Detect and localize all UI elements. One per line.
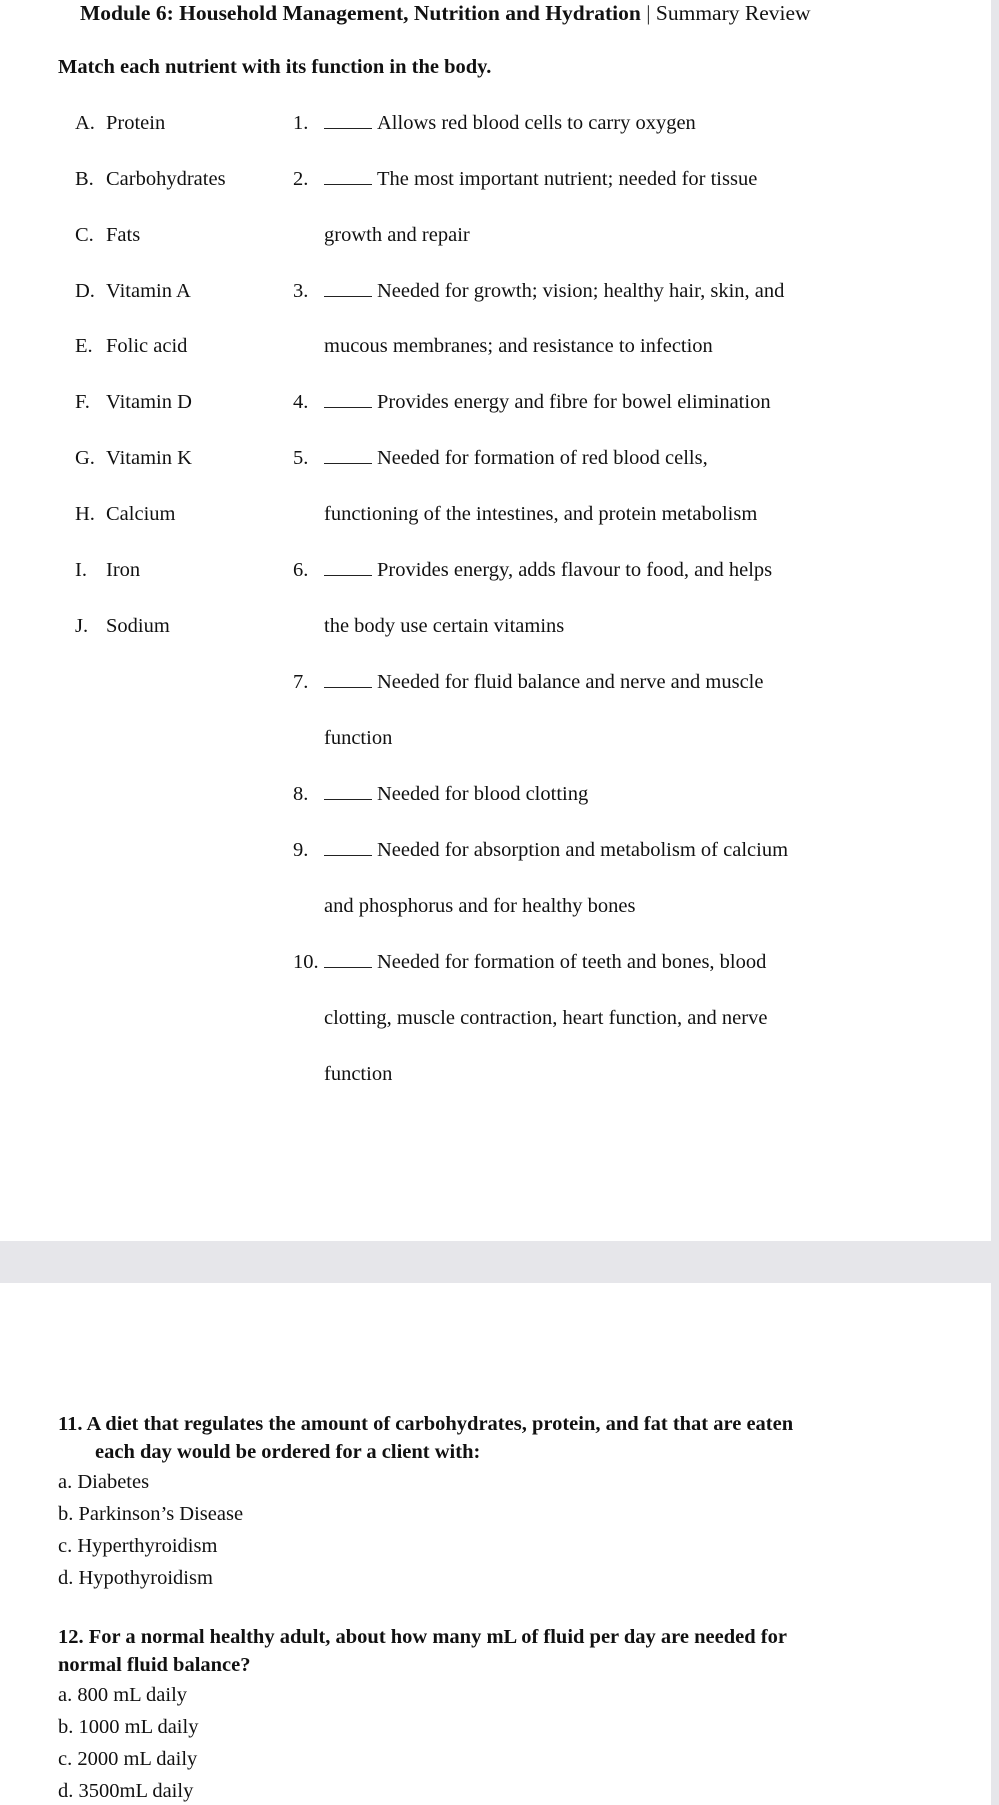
function-item [324, 391, 771, 414]
nutrient-letter: H. [75, 503, 95, 525]
function-continuation: clotting, muscle contraction, heart function, and nerve [324, 1007, 768, 1029]
answer-option[interactable]: b. 1000 mL daily [58, 1716, 199, 1738]
answer-blank[interactable] [324, 170, 372, 185]
nutrient-name: Calcium [106, 503, 176, 525]
function-text: Provides energy and fibre for bowel elimination [377, 391, 771, 413]
module-title: Module 6: Household Management, Nutrition and Hydration [80, 1, 641, 25]
function-number: 10. [293, 951, 319, 973]
nutrient-item [75, 391, 192, 414]
function-item [324, 112, 696, 135]
question-text-line1: For a normal healthy adult, about how many mL of fluid per day are needed for [88, 1626, 787, 1648]
answer-blank[interactable] [324, 673, 372, 688]
function-continuation: the body use certain vitamins [324, 615, 565, 637]
function-number: 1. [293, 112, 309, 134]
function-item [324, 447, 708, 470]
nutrient-item [75, 224, 140, 247]
answer-blank[interactable] [324, 953, 372, 968]
function-text: Needed for growth; vision; healthy hair, skin, and [377, 280, 785, 302]
function-text: Allows red blood cells to carry oxygen [377, 112, 696, 134]
function-number: 2. [293, 168, 309, 190]
answer-option[interactable]: d. Hypothyroidism [58, 1567, 213, 1589]
answer-option[interactable]: d. 3500mL daily [58, 1780, 194, 1802]
answer-option[interactable]: a. Diabetes [58, 1471, 150, 1493]
question-11-stem [58, 1410, 793, 1438]
header-subtitle: Summary Review [655, 1, 811, 25]
page-edge [991, 0, 999, 1241]
nutrient-name: Vitamin A [106, 280, 191, 302]
nutrient-name: Vitamin K [106, 447, 192, 469]
function-text: The most important nutrient; needed for tissue [377, 168, 758, 190]
nutrient-item [75, 168, 226, 191]
question-12-stem [58, 1623, 787, 1651]
function-continuation: growth and repair [324, 224, 470, 246]
nutrient-name: Vitamin D [106, 391, 192, 413]
function-item [324, 839, 788, 862]
function-text: Needed for blood clotting [377, 783, 589, 805]
worksheet-page-2 [0, 1283, 991, 1805]
question-text-line1: A diet that regulates the amount of carbohydrates, protein, and fat that are eaten [86, 1413, 794, 1435]
matching-instruction: Match each nutrient with its function in the body. [58, 56, 492, 78]
nutrient-item [75, 447, 192, 470]
function-number: 6. [293, 559, 309, 581]
nutrient-letter: C. [75, 224, 94, 246]
question-text-line2: each day would be ordered for a client with: [95, 1441, 481, 1463]
function-item [324, 168, 757, 191]
function-text: Needed for formation of red blood cells, [377, 447, 708, 469]
function-number: 7. [293, 671, 309, 693]
function-item [324, 671, 763, 694]
answer-option[interactable]: c. 2000 mL daily [58, 1748, 198, 1770]
function-continuation: and phosphorus and for healthy bones [324, 895, 636, 917]
nutrient-item [75, 503, 175, 526]
answer-blank[interactable] [324, 114, 372, 129]
function-text: Needed for fluid balance and nerve and muscle [377, 671, 764, 693]
nutrient-letter: B. [75, 168, 94, 190]
nutrient-letter: J. [75, 615, 89, 637]
nutrient-letter: G. [75, 447, 95, 469]
answer-blank[interactable] [324, 393, 372, 408]
function-item [324, 783, 588, 806]
nutrient-name: Fats [106, 224, 141, 246]
nutrient-name: Protein [106, 112, 166, 134]
nutrient-name: Iron [106, 559, 141, 581]
nutrient-name: Carbohydrates [106, 168, 226, 190]
function-text: Needed for formation of teeth and bones, blood [377, 951, 767, 973]
question-text-line2: normal fluid balance? [58, 1654, 251, 1676]
question-number: 11. [58, 1413, 83, 1435]
answer-blank[interactable] [324, 282, 372, 297]
page-header [80, 1, 811, 26]
nutrient-letter: A. [75, 112, 95, 134]
nutrient-letter: F. [75, 391, 90, 413]
function-item [324, 559, 772, 582]
nutrient-name: Folic acid [106, 335, 188, 357]
nutrient-letter: E. [75, 335, 93, 357]
function-item [324, 951, 766, 974]
nutrient-item [75, 559, 140, 582]
nutrient-name: Sodium [106, 615, 170, 637]
function-number: 4. [293, 391, 309, 413]
function-number: 5. [293, 447, 309, 469]
function-text: Needed for absorption and metabolism of calcium [377, 839, 789, 861]
function-number: 9. [293, 839, 309, 861]
function-continuation: function [324, 727, 393, 749]
header-separator: | [646, 1, 651, 25]
answer-blank[interactable] [324, 785, 372, 800]
page-edge [991, 1283, 999, 1805]
answer-blank[interactable] [324, 449, 372, 464]
nutrient-item [75, 280, 191, 303]
function-number: 8. [293, 783, 309, 805]
nutrient-item [75, 335, 187, 358]
function-item [324, 280, 784, 303]
nutrient-item [75, 112, 165, 135]
question-number: 12. [58, 1626, 84, 1648]
function-number: 3. [293, 280, 309, 302]
answer-option[interactable]: c. Hyperthyroidism [58, 1535, 218, 1557]
function-continuation: functioning of the intestines, and protein metabolism [324, 503, 758, 525]
function-text: Provides energy, adds flavour to food, and helps [377, 559, 773, 581]
answer-option[interactable]: a. 800 mL daily [58, 1684, 188, 1706]
answer-blank[interactable] [324, 561, 372, 576]
nutrient-letter: I. [75, 559, 87, 581]
function-continuation: mucous membranes; and resistance to infection [324, 335, 713, 357]
nutrient-letter: D. [75, 280, 95, 302]
function-continuation: function [324, 1063, 393, 1085]
nutrient-item [75, 615, 170, 638]
answer-option[interactable]: b. Parkinson’s Disease [58, 1503, 244, 1525]
answer-blank[interactable] [324, 841, 372, 856]
